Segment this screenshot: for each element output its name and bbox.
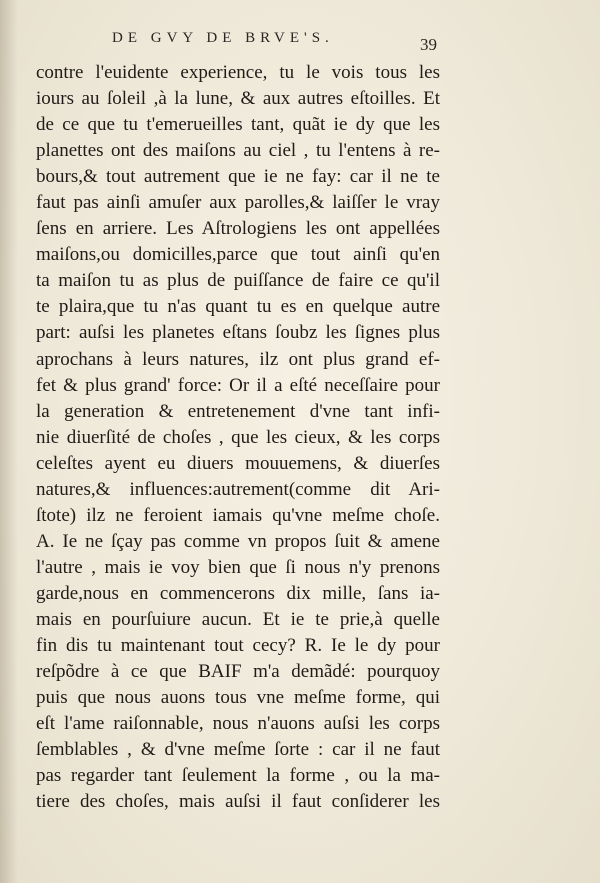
page-number: 39 bbox=[420, 35, 437, 54]
text-line: mais en pourſuiure aucun. Et ie te prie,à quelle bbox=[36, 608, 440, 630]
text-line: ſens en arriere. Les Aſtrologiens les ont appellées bbox=[36, 218, 440, 240]
text-line: faut pas ainſi amuſer aux parolles,& laiſſer le vray bbox=[36, 192, 440, 214]
text-line: garde,nous en commencerons dix mille, ſans ia- bbox=[36, 582, 440, 604]
text-line: ſtote) ilz ne feroient iamais qu'vne meſme choſe. bbox=[36, 504, 440, 526]
text-line: nie diuerſité de choſes , que les cieux, & les corps bbox=[36, 426, 440, 448]
text-line: ſemblables , & d'vne meſme ſorte : car il ne faut bbox=[36, 739, 440, 761]
text-line: planettes ont des maiſons au ciel , tu l'entens à re- bbox=[36, 140, 440, 162]
text-line: de ce que tu t'emerueilles tant, quãt ie dy que les bbox=[36, 114, 440, 136]
text-line: aprochans à leurs natures, ilz ont plus grand ef- bbox=[36, 348, 440, 370]
text-line: bours,& tout autrement que ie ne fay: car il ne te bbox=[36, 166, 440, 188]
text-line: pas regarder tant ſeulement la forme , ou la ma- bbox=[36, 765, 440, 787]
text-line: ta maiſon tu as plus de puiſſance de faire ce qu'il bbox=[36, 270, 440, 292]
text-line: fin dis tu maintenant tout cecy? R. Ie le dy pour bbox=[36, 635, 440, 657]
text-line: celeſtes ayent eu diuers mouuemens, & diuerſes bbox=[36, 452, 440, 474]
text-line: reſpõdre à ce que BAIF m'a demãdé: pourquoy bbox=[36, 661, 440, 683]
text-line: maiſons,ou domicilles,parce que tout ainſi qu'en bbox=[36, 244, 440, 266]
text-line: natures,& influences:autrement(comme dit Ari- bbox=[36, 478, 440, 500]
text-line: puis que nous auons tous vne meſme forme, qui bbox=[36, 687, 440, 709]
text-line: fet & plus grand' force: Or il a eſté neceſſaire pour bbox=[36, 374, 440, 396]
running-head: DE GVY DE BRVE'S. bbox=[112, 30, 334, 46]
text-line: l'autre , mais ie voy bien que ſi nous n'y prenons bbox=[36, 556, 440, 578]
text-line: te plaira,que tu n'as quant tu es en quelque autre bbox=[36, 296, 440, 318]
body-text bbox=[36, 60, 440, 815]
text-line: eſt l'ame raiſonnable, nous n'auons auſsi les corps bbox=[36, 713, 440, 735]
text-line: contre l'euidente experience, tu le vois tous les bbox=[36, 62, 440, 83]
text-line: iours au ſoleil ,à la lune, & aux autres eſtoilles. Et bbox=[36, 88, 440, 110]
text-line: part: auſsi les planetes eſtans ſoubz les ſignes plus bbox=[36, 322, 440, 344]
text-line: tiere des choſes, mais auſsi il faut conſiderer les bbox=[36, 791, 440, 813]
text-line: A. Ie ne ſçay pas comme vn propos ſuit & amene bbox=[36, 530, 440, 552]
text-line: la generation & entretenement d'vne tant infi- bbox=[36, 400, 440, 422]
